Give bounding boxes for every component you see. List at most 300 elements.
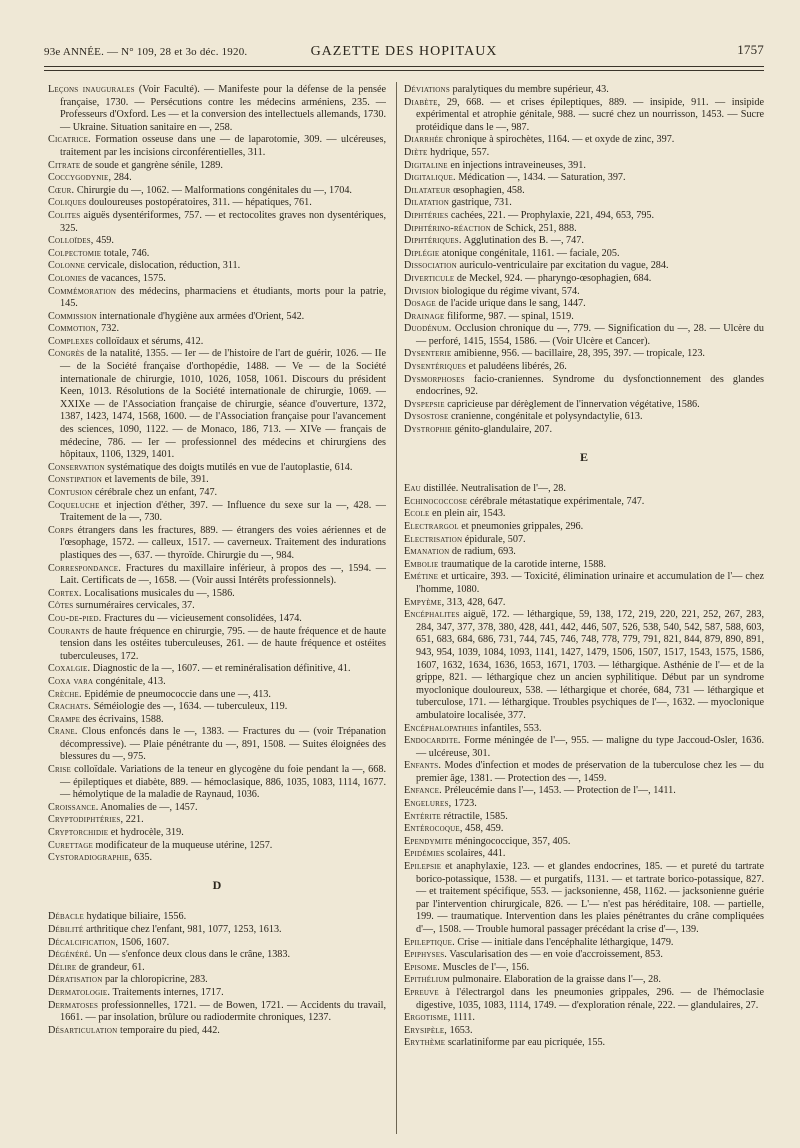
entry-term: Dysmorphoses [404, 373, 465, 385]
entry-term: Emétine [404, 571, 439, 583]
index-entry [48, 348, 386, 461]
entry-term: Débilité [48, 924, 84, 935]
entry-term: Emanation [404, 546, 450, 558]
entry-references: 1111. [450, 1012, 475, 1024]
entry-references: Un — s'enfonce deux clous dans le crâne, 1383. [91, 949, 291, 961]
entry-references: colloïdaux et sérums, 412. [93, 335, 204, 347]
index-entry [404, 823, 764, 836]
index-entry [404, 949, 764, 962]
entry-references: étrangers dans les fractures, 889. — étrangers des voies aériennes et de l'œsophage, 1572. — calleux, 1517. — caverneux. Traitement des indurations plastiques des —, 637. — thyroïde. Chirurgie du —, 984. [60, 524, 386, 561]
entry-term: Entérite [404, 810, 441, 822]
entry-references: en plein air, 1543. [429, 508, 506, 520]
index-entry [48, 84, 386, 134]
entry-term: Complexes [48, 335, 94, 347]
entry-term: Crachats. [48, 701, 92, 713]
entry-references: par la chloropicrine, 283. [102, 974, 208, 986]
entry-term: Endocardite. [404, 735, 461, 747]
entry-references: cachées, 221. — Prophylaxie, 221, 494, 653, 795. [448, 209, 655, 221]
entry-references: amibienne, 956. — bacillaire, 28, 395, 397. — tropicale, 123. [451, 348, 705, 360]
index-entry [404, 546, 764, 559]
entry-term: Commotion, [48, 323, 99, 335]
entry-term: Engelures, [404, 798, 452, 810]
index-entry [48, 827, 386, 840]
entry-references: aiguës dysentériformes, 757. — et rectocolites graves non dysentériques, 325. [60, 209, 386, 234]
entry-references: de haute fréquence en chirurgie, 795. — de haute fréquence et de haute tension dans les ostéites tuberculeuses, 261. — de haute fréquence et ostéites tuberculeuses, 172. [60, 625, 386, 662]
index-entry [404, 987, 764, 1012]
entry-references: distillée. Neutralisation de l'—, 28. [420, 483, 566, 495]
entry-term: Division [404, 285, 440, 297]
index-entry [48, 663, 386, 676]
index-entry [404, 97, 764, 135]
entry-references: et pneumonies grippales, 296. [458, 521, 584, 532]
entry-term: Dératisation [48, 974, 103, 986]
entry-references: douloureuses postopératoires, 311. — hépatiques, 761. [86, 197, 312, 209]
index-entry [404, 597, 764, 610]
entry-term: Déviations [404, 84, 450, 95]
index-entry [404, 399, 764, 412]
entry-term: Dégénéré. [48, 949, 92, 961]
index-entry [48, 600, 386, 613]
index-entry [48, 248, 386, 261]
index-entry [48, 487, 386, 500]
entry-term: Ergotisme, [404, 1012, 451, 1024]
entry-term: Cryptorchidie [48, 827, 109, 839]
entry-term: Crise [48, 764, 71, 776]
index-entry [404, 374, 764, 399]
index-entry [404, 260, 764, 273]
entry-term: Dermatoses [48, 999, 99, 1011]
entry-references: professionnelles, 1721. — de Bowen, 1721. — Accidents du travail, 1661. — par insolation, brûlure ou radiodermite chroniques, 1237. [60, 999, 386, 1024]
index-entry [404, 861, 764, 937]
index-entry [48, 500, 386, 525]
index-entry [404, 248, 764, 261]
entry-references: de Schick, 251, 888. [490, 222, 577, 234]
index-entry [48, 701, 386, 714]
index-entry [404, 559, 764, 572]
entry-references: Crise — initiale dans l'encéphalite léthargique, 1479. [454, 936, 674, 948]
entry-references: cérébrale métastatique expérimentale, 747. [467, 495, 645, 507]
entry-term: Digitalique. [404, 172, 456, 184]
entry-references: atonique congénitale, 1161. — faciale, 205. [439, 247, 620, 259]
entry-references: 1653. [447, 1024, 473, 1036]
index-entry [48, 613, 386, 626]
entry-references: 459. [93, 235, 114, 247]
index-entry [48, 273, 386, 286]
entry-term: Leçons inaugurales [48, 84, 135, 95]
entry-references: internationale d'hygiène aux armées d'Orient, 542. [96, 310, 305, 322]
index-entry [404, 210, 764, 223]
entry-references: à l'électrargol dans les pneumonies grippales, 296. — de l'hémoclasie digestive, 1035, 1083, 1114, 1749. — d'exploration rénale, 222. — glandulaires, 27. [416, 986, 764, 1011]
index-entry [48, 852, 386, 865]
entry-references: paralytiques du membre supérieur, 43. [449, 84, 609, 95]
journal-title: GAZETTE DES HOPITAUX [310, 44, 498, 59]
entry-references: méningococcique, 357, 405. [452, 835, 571, 847]
index-entry [404, 785, 764, 798]
entry-term: Diverticule [404, 272, 455, 284]
index-entry [48, 323, 386, 336]
entry-term: Dissociation [404, 260, 457, 272]
entry-references: Muscles de l'—, 156. [440, 961, 530, 973]
entry-term: Cou-de-pied. [48, 612, 102, 624]
entry-term: Commission [48, 310, 97, 322]
index-entry [48, 676, 386, 689]
entry-term: Colonies [48, 272, 87, 284]
entry-references: Clous enfoncés dans le —, 1383. — Fractures du — (voir Trépanation décompressive). — Plaie pénétrante du —, 891, 1508. — Suites éloignées des blessures du —, 975. [60, 726, 386, 763]
entry-term: Dyspepsie [404, 398, 445, 410]
index-entry [404, 937, 764, 950]
entry-term: Délire [48, 961, 77, 973]
entry-term: Epileptique. [404, 936, 455, 948]
entry-term: Erythème [404, 1037, 446, 1049]
index-entry [48, 689, 386, 702]
entry-term: Constipation [48, 474, 103, 486]
entry-references: cranienne, congénitale et polysyndactylie, 613. [448, 411, 643, 423]
index-entry [404, 1037, 764, 1050]
entry-references: hydrique, 557. [427, 146, 490, 158]
entry-references: systématique des doigts mutilés en vue de l'autoplastie, 614. [104, 461, 353, 473]
entry-term: Dosage [404, 298, 436, 310]
index-entry [404, 411, 764, 424]
entry-term: Electrisation [404, 533, 463, 545]
entry-references: Forme méningée de l'—, 955. — maligne du type Jaccoud-Osler, 1636. — ulcéreuse, 301. [416, 735, 764, 759]
index-entry [48, 462, 386, 475]
index-entry [404, 323, 764, 348]
entry-term: Duodénum. [404, 323, 452, 335]
entry-references: et hydrocèle, 319. [108, 827, 184, 839]
entry-term: Cœur. [48, 184, 75, 196]
entry-references: et anaphylaxie, 123. — et glandes endocrines, 185. — et pureté du tartrate borico-potassique, 1538. — et purgatifs, 1131. — et tartrate borico-potassique, 827. — et traitement spécifique, 553. — jacksonienne, 458, 1162. — jacksonienne guérie par l'intervention chirurgicale, 826. — L'— n'est pas héréditaire, 108. — partielle, 199. — traumatique. Intervention dans les plaies pénétrantes du crâne compliquées d'—, 1508. — Trouble humoral passager précédant la crise d'—, 139. [416, 861, 764, 935]
entry-references: de l'acide urique dans le sang, 1447. [435, 298, 586, 310]
index-entry [48, 987, 386, 1000]
entry-references: rétractile, 1585. [440, 810, 508, 822]
entry-term: Embolie [404, 558, 439, 570]
index-entry [48, 949, 386, 962]
index-entry [48, 626, 386, 664]
index-entry [404, 848, 764, 861]
index-entry [404, 147, 764, 160]
index-entry [48, 474, 386, 487]
index-entry [48, 924, 386, 937]
index-entry [48, 726, 386, 764]
entry-references: aiguë, 172. — léthargique, 59, 138, 172, 219, 220, 221, 252, 267, 283, 284, 347, 377, 378, 380, 428, 441, 442, 446, 507, 526, 538, 540, 542, 587, 588, 603, 651, 683, 684, 686, 731, 744, 745, 746, 748, 778, 779, 791, 821, 844, 879, 890, 891, 943, 954, 1039, 1084, 1093, 1141, 1427, 1479, 1506, 1507, 1517, 1543, 1575, 1586, 1607, 1632, 1634, 1636, 1653, 1671, 1703. — léthargique. Asthénie de l'— et de la grippe, 821. — léthargique chez un ancien syphilitique. Début par un syndrome myoclonique douloureux, 538. — léthargique et chorée, 684, 731 — léthargique et tuberculose, 171. — léthargique. Troubles psychiques de l'—, 1632. — myoclonique ambulatoire localisée, 377. [416, 609, 764, 721]
header-rule [44, 66, 764, 67]
entry-references: en injections intraveineuses, 391. [447, 159, 586, 171]
index-entry [48, 911, 386, 924]
entry-term: Epithélium [404, 974, 450, 986]
index-entry [48, 840, 386, 853]
section-letter: E [579, 449, 588, 464]
entry-references: et lavements de bile, 391. [102, 474, 209, 486]
issue-info: 93e ANNÉE. — N° 109, 28 et 3o déc. 1920. [44, 46, 248, 58]
index-entry [48, 172, 386, 185]
entry-references: chronique à spirochètes, 1164. — et oxyde de zinc, 397. [443, 134, 675, 146]
index-entry [404, 1025, 764, 1038]
entry-references: infantiles, 553. [478, 722, 542, 734]
header-rule-thin [44, 70, 764, 71]
entry-references: de radium, 693. [449, 546, 516, 558]
entry-references: de vacances, 1575. [86, 272, 166, 284]
entry-term: Epiphyses. [404, 949, 448, 961]
entry-references: épidurale, 507. [462, 533, 526, 545]
entry-references: capricieuse par dérèglement de l'innervation végétative, 1586. [444, 398, 700, 410]
index-entry [404, 609, 764, 722]
entry-references: Traitements internes, 1717. [110, 986, 224, 998]
entry-references: gastrique, 731. [448, 197, 512, 209]
index-entry [404, 424, 764, 437]
index-entry [48, 937, 386, 950]
entry-term: Diplégie [404, 247, 440, 259]
index-entry [48, 185, 386, 198]
entry-term: Epidémies [404, 848, 445, 860]
entry-term: Digitaline [404, 159, 448, 171]
entry-term: Diphtériques. [404, 235, 462, 247]
column-divider [396, 82, 397, 1134]
entry-references: 221. [123, 814, 144, 826]
entry-term: Cystoradiographie, [48, 852, 132, 864]
index-entry [404, 836, 764, 849]
entry-references: de grandeur, 61. [76, 961, 145, 973]
entry-references: auriculo-ventriculaire par excitation du vague, 284. [456, 260, 669, 272]
entry-references: arthritique chez l'enfant, 981, 1077, 1253, 1613. [83, 924, 282, 935]
entry-term: Encéphalopathies [404, 722, 479, 734]
entry-term: Dilatation [404, 197, 449, 209]
entry-references: hydatique biliaire, 1556. [83, 911, 187, 923]
index-entry [404, 235, 764, 248]
index-entry [48, 802, 386, 815]
entry-term: Coqueluche [48, 499, 100, 511]
entry-references: 29, 668. — et crises épileptiques, 889. — insipide, 911. — insipide expérimental et atrophie génitale, 988. — sucré chez un nourrisson, 1453. — Sucre protéidique dans le —, 987. [416, 96, 764, 133]
entry-term: Colonne [48, 260, 85, 272]
entry-term: Colloïdes, [48, 235, 94, 247]
index-entry [404, 311, 764, 324]
index-entry [48, 1000, 386, 1025]
index-entry [48, 525, 386, 563]
entry-term: Cicatrice. [48, 134, 91, 146]
entry-references: 284. [111, 172, 132, 184]
entry-term: Décalcification, [48, 936, 119, 948]
entry-references: Anomalies de —, 1457. [98, 801, 198, 813]
entry-term: Dysentériques [404, 361, 467, 373]
entry-term: Eau [404, 483, 421, 495]
entry-references: Agglutination des B. —, 747. [461, 235, 584, 247]
index-entry [404, 348, 764, 361]
entry-references: génito-glandulaire, 207. [451, 424, 553, 436]
entry-references: scarlatiniforme par eau picriquée, 155. [445, 1037, 606, 1049]
entry-references: 1506, 1607. [118, 936, 170, 948]
index-entry [404, 508, 764, 521]
index-entry [404, 273, 764, 286]
entry-term: Coccygodynie, [48, 172, 112, 184]
entry-references: 635. [131, 852, 152, 864]
entry-term: Diète [404, 146, 428, 158]
index-entry [404, 760, 764, 785]
entry-term: Episome. [404, 961, 441, 973]
entry-term: Cryptodiphtéries, [48, 814, 124, 826]
entry-term: Curettage [48, 839, 93, 851]
entry-references: Médication —, 1434. — Saturation, 397. [455, 172, 626, 184]
entry-references: congénitale, 413. [93, 675, 166, 687]
entry-references: surnuméraires cervicales, 37. [73, 600, 195, 612]
entry-term: Débacle [48, 911, 84, 923]
index-entry [48, 962, 386, 975]
entry-references: (Voir Faculté). — Manifeste pour la défense de la pensée française, 1730. — Persécutions contre les médecins arméniens, 235. — Professeurs d'Oxford. Les — et la conversion des intellectuels allemands, 1730. — Ukraine. Situation sanitaire en —, 258. [60, 84, 386, 133]
index-entry [404, 298, 764, 311]
entry-references: Fractures du — vicieusement consolidées, 1474. [101, 612, 302, 624]
entry-term: Correspondance. [48, 562, 122, 574]
index-entry [404, 160, 764, 173]
entry-references: et paludéens libérés, 26. [466, 361, 567, 373]
entry-term: Coxa vara [48, 675, 94, 687]
index-column-left [48, 84, 386, 1134]
entry-term: Dystrophie [404, 424, 452, 436]
entry-references: scolaires, 441. [444, 848, 506, 860]
entry-term: Coliques [48, 197, 87, 209]
index-entry [404, 962, 764, 975]
entry-references: pulmonaire. Elaboration de la graisse dans l'—, 28. [449, 974, 661, 986]
entry-term: Conservation [48, 461, 105, 473]
entry-references: 732. [98, 323, 119, 335]
index-entry [404, 723, 764, 736]
entry-term: Croissance. [48, 801, 99, 813]
page-header [44, 42, 764, 64]
entry-term: Colpectomie [48, 247, 102, 259]
entry-term: Désarticulation [48, 1024, 118, 1036]
entry-references: et urticaire, 393. — Toxicité, élimination urinaire et accumulation de l'— chez l'homme, 1080. [416, 571, 764, 595]
index-entry [48, 764, 386, 802]
entry-term: Crane. [48, 726, 78, 738]
entry-term: Echinococcose [404, 495, 468, 507]
entry-references: cérébrale chez un enfant, 747. [92, 487, 218, 498]
index-entry [48, 197, 386, 210]
entry-term: Contusion [48, 487, 93, 498]
entry-references: des médecins, pharmaciens et étudiants, morts pour la patrie, 145. [60, 285, 386, 310]
entry-term: Citrate [48, 159, 81, 171]
entry-term: Dysostose [404, 411, 449, 423]
entry-term: Diphtérino-réaction [404, 222, 491, 234]
entry-references: cervicale, dislocation, réduction, 311. [84, 260, 241, 272]
index-entry [404, 134, 764, 147]
index-entry [404, 361, 764, 374]
index-entry [404, 286, 764, 299]
entry-references: Chirurgie du —, 1062. — Malformations congénitales du —, 1704. [74, 184, 352, 196]
entry-term: Dysenterie [404, 348, 452, 360]
entry-references: colloïdale. Variations de la teneur en glycogène du foie pendant la —, 668. — épileptiques et diabète, 889. — hémoclasique, 886, 1035, 1083, 1114, 1677. — hémolytique de la maladie de Raynaud, 1036. [60, 764, 386, 801]
index-entry [404, 496, 764, 509]
entry-term: Epilepsie [404, 861, 442, 873]
index-column-right [404, 84, 764, 1134]
index-entry [404, 1012, 764, 1025]
entry-references: Epidémie de pneumococcie dans une —, 413. [81, 688, 271, 700]
entry-references: 1723. [451, 798, 477, 810]
index-entry [48, 286, 386, 311]
entry-term: Dermatologie. [48, 986, 111, 998]
index-entry [48, 336, 386, 349]
entry-term: Epreuve [404, 986, 439, 998]
entry-references: Séméiologie des —, 1634. — tuberculeux, 119. [91, 701, 288, 713]
index-entry [404, 185, 764, 198]
index-entry [404, 735, 764, 760]
index-entry [404, 84, 764, 97]
entry-term: Erysipèle, [404, 1024, 448, 1036]
entry-term: Courants [48, 625, 90, 637]
entry-references: de la natalité, 1355. — Ier — de l'histoire de l'art de guérir, 1026. — IIe — de la Société française d'orthopédie, 1488. — Ve — de la Société internationale de chirurgie, 1010, 1026, 1058, 1061. Discours du président Keen, 1013. Résolutions de la Société internationale de chirurgie, 1069. — XXIXe — de l'Association française de chirurgie, séance d'ouverture, 1372, 1387, 1423, 1474, 1568, 1600. — de l'Association française pour l'avancement des sciences, 1090, 1122. — de Monaco, 186, 713. — XIVe — français de médecine, 786. — Ier — professionnel des médecins et chirurgiens des hôpitaux, 1106, 1329, 1401. [60, 348, 386, 461]
index-entry [48, 588, 386, 601]
index-entry [404, 521, 764, 534]
entry-term: Côtes [48, 600, 74, 612]
page-number: 1757 [737, 42, 764, 57]
entry-references: temporaire du pied, 442. [117, 1024, 220, 1036]
entry-references: Modes d'infection et modes de préservation de la tuberculose chez les — du premier âge, 1381. — Protection des —, 1459. [416, 760, 764, 784]
index-entry [48, 134, 386, 159]
index-entry [48, 160, 386, 173]
entry-references: de soude et gangrène sénile, 1289. [80, 159, 223, 171]
index-entry [404, 974, 764, 987]
entry-references: œsophagien, 458. [450, 184, 525, 196]
entry-references: Occlusion chronique du —, 779. — Signification du —, 28. — Ulcère du — perforé, 1415, 1554, 1586. — (Voir Ulcère et Cancer). [416, 323, 764, 347]
index-entry [404, 197, 764, 210]
entry-term: Crèche. [48, 688, 82, 700]
entry-references: de Meckel, 924. — pharyngo-œsophagien, 684. [454, 272, 652, 284]
entry-references: Vascularisation des — en voie d'accroissement, 853. [447, 949, 663, 961]
entry-references: des écrivains, 1588. [80, 713, 164, 725]
index-entry [48, 210, 386, 235]
index-entry [404, 571, 764, 596]
index-entry [48, 1025, 386, 1038]
entry-references: 313, 428, 647. [444, 596, 506, 608]
entry-term: Cortex. [48, 587, 82, 599]
entry-references: facio-craniennes. Syndrome du dysfonctionnement des glandes endocrines, 92. [416, 373, 764, 398]
index-entry [48, 974, 386, 987]
entry-term: Coxalgie. [48, 663, 91, 675]
entry-term: Electrargol [404, 521, 459, 532]
entry-term: Diabète, [404, 96, 441, 108]
entry-term: Enfants. [404, 760, 442, 772]
index-entry [48, 235, 386, 248]
index-entry [404, 483, 764, 496]
entry-term: Ecole [404, 508, 430, 520]
index-entry [48, 714, 386, 727]
entry-term: Commémoration [48, 285, 117, 297]
entry-term: Crampe [48, 713, 81, 725]
entry-references: modificateur de la muqueuse utérine, 1257. [92, 839, 273, 851]
entry-references: filiforme, 987. — spinal, 1519. [444, 310, 574, 322]
entry-term: Drainage [404, 310, 445, 322]
entry-term: Diphtéries [404, 209, 449, 221]
entry-term: Dilatateur [404, 184, 451, 196]
entry-term: Ependymite [404, 835, 453, 847]
index-entry [48, 814, 386, 827]
entry-references: biologique du régime vivant, 574. [439, 285, 580, 297]
index-entry [48, 311, 386, 324]
index-entry [404, 534, 764, 547]
entry-references: Formation osseuse dans une — de laparotomie, 309. — ulcéreuses, traitement par les incisions circonférentielles, 311. [60, 134, 386, 158]
entry-term: Congrès [48, 348, 85, 360]
entry-references: Diagnostic de la —, 1607. — et reminéralisation définitive, 41. [90, 663, 351, 675]
entry-term: Diarrhée [404, 134, 444, 146]
entry-references: 458, 459. [462, 823, 504, 835]
index-entry [404, 798, 764, 811]
section-letter: D [212, 877, 222, 892]
entry-term: Empyème, [404, 596, 445, 608]
entry-references: Localisations musicales du —, 1586. [81, 587, 235, 599]
index-entry [48, 563, 386, 588]
entry-term: Corps [48, 524, 74, 536]
index-entry [404, 172, 764, 185]
entry-references: totale, 746. [101, 247, 150, 259]
entry-term: Colites [48, 209, 81, 221]
entry-term: Enfance. [404, 785, 442, 797]
entry-references: Fractures du maxillaire inférieur, à propos des —, 1594. — Lait. Certificats de —, 1658. — (Voir aussi Intérêts professionnels). [60, 562, 386, 587]
